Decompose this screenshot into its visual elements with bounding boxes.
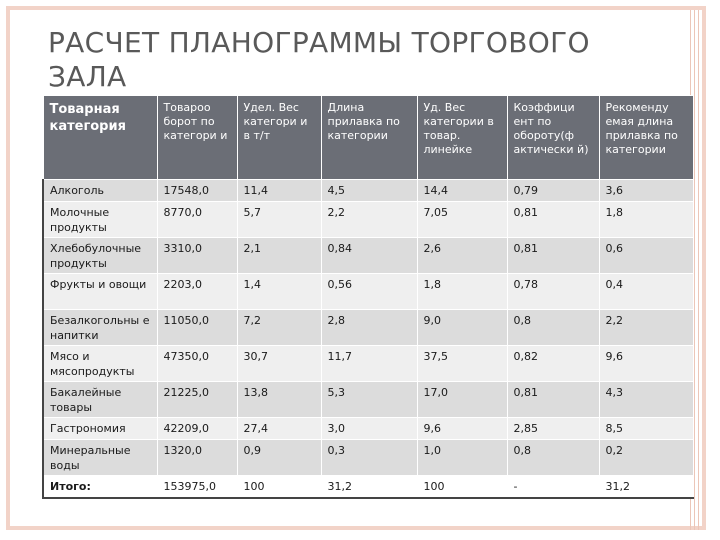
table-cell: 21225,0	[157, 382, 237, 418]
table-cell: 0,81	[507, 202, 599, 238]
table-cell: Хлебобулочные продукты	[43, 238, 157, 274]
table-cell: 1320,0	[157, 440, 237, 476]
table-cell: 0,56	[321, 274, 417, 310]
table-row	[43, 180, 693, 202]
table-row	[43, 418, 693, 440]
column-header: Товарная категория	[43, 96, 157, 180]
page-title: РАСЧЕТ ПЛАНОГРАММЫ ТОРГОВОГО ЗАЛА	[48, 26, 590, 93]
table-cell: 1,0	[417, 440, 507, 476]
table-cell: 37,5	[417, 346, 507, 382]
table-cell: 0,9	[237, 440, 321, 476]
table-cell: 0,8	[507, 440, 599, 476]
table-cell: 100	[237, 476, 321, 498]
table-cell: 0,6	[599, 238, 693, 274]
table-cell: 5,7	[237, 202, 321, 238]
table-row	[43, 310, 693, 346]
table-cell: 9,6	[417, 418, 507, 440]
table-cell: 2,2	[321, 202, 417, 238]
table-cell: 153975,0	[157, 476, 237, 498]
table-cell: 8770,0	[157, 202, 237, 238]
table-cell: 0,2	[599, 440, 693, 476]
column-header: Коэффици ент по обороту(ф актически й)	[507, 96, 599, 180]
table-cell: 11,7	[321, 346, 417, 382]
table-cell: Безалкогольны е напитки	[43, 310, 157, 346]
table-cell: Мясо и мясопродукты	[43, 346, 157, 382]
table-cell: 0,4	[599, 274, 693, 310]
table-cell: 3310,0	[157, 238, 237, 274]
planogram-table	[42, 95, 694, 499]
table-cell: 9,0	[417, 310, 507, 346]
table-cell: 27,4	[237, 418, 321, 440]
table-cell: 1,8	[599, 202, 693, 238]
table-cell: 2,6	[417, 238, 507, 274]
table-row	[43, 382, 693, 418]
table-cell: 4,5	[321, 180, 417, 202]
table-cell: 14,4	[417, 180, 507, 202]
table-cell: 2,85	[507, 418, 599, 440]
table-row	[43, 274, 693, 310]
table-cell: 0,79	[507, 180, 599, 202]
column-header: Длина прилавка по категории	[321, 96, 417, 180]
table-cell: 2,1	[237, 238, 321, 274]
table-cell: 7,05	[417, 202, 507, 238]
table-header-row	[43, 96, 693, 180]
table-cell: 0,8	[507, 310, 599, 346]
table-row	[43, 238, 693, 274]
table-cell: Гастрономия	[43, 418, 157, 440]
column-header: Уд. Вес категории в товар. линейке	[417, 96, 507, 180]
table-row	[43, 346, 693, 382]
table-cell: Фрукты и овощи	[43, 274, 157, 310]
table-cell: 5,3	[321, 382, 417, 418]
table-cell: 13,8	[237, 382, 321, 418]
table-cell: 9,6	[599, 346, 693, 382]
table-cell: 7,2	[237, 310, 321, 346]
table-cell: 0,81	[507, 238, 599, 274]
table-cell: 100	[417, 476, 507, 498]
table-cell: 0,78	[507, 274, 599, 310]
table-cell: Бакалейные товары	[43, 382, 157, 418]
decorative-rule	[698, 10, 699, 530]
table-cell: 4,3	[599, 382, 693, 418]
table-cell: -	[507, 476, 599, 498]
table-cell: 17,0	[417, 382, 507, 418]
table-cell: Итого:	[43, 476, 157, 498]
table-cell: 31,2	[321, 476, 417, 498]
table-cell: 0,3	[321, 440, 417, 476]
table-cell: 11,4	[237, 180, 321, 202]
table-cell: 2,2	[599, 310, 693, 346]
table-cell: 2203,0	[157, 274, 237, 310]
table-cell: 47350,0	[157, 346, 237, 382]
table-cell: 17548,0	[157, 180, 237, 202]
table-cell: 0,82	[507, 346, 599, 382]
decorative-rule	[694, 10, 695, 530]
column-header: Удел. Вес категори и в т/т	[237, 96, 321, 180]
table-cell: 3,6	[599, 180, 693, 202]
table-cell: 30,7	[237, 346, 321, 382]
table-cell: 11050,0	[157, 310, 237, 346]
column-header: Рекоменду емая длина прилавка по категории	[599, 96, 693, 180]
table-total-row	[43, 476, 693, 498]
table-cell: 3,0	[321, 418, 417, 440]
table-cell: 8,5	[599, 418, 693, 440]
table-cell: 1,8	[417, 274, 507, 310]
table-cell: 0,84	[321, 238, 417, 274]
table-cell: 42209,0	[157, 418, 237, 440]
table-row	[43, 440, 693, 476]
table-cell: Минеральные воды	[43, 440, 157, 476]
table-cell: 1,4	[237, 274, 321, 310]
table-cell: 2,8	[321, 310, 417, 346]
table-cell: 31,2	[599, 476, 693, 498]
table-cell: 0,81	[507, 382, 599, 418]
column-header: Товароо борот по категори и	[157, 96, 237, 180]
table-cell: Алкоголь	[43, 180, 157, 202]
table-row	[43, 202, 693, 238]
table-cell: Молочные продукты	[43, 202, 157, 238]
